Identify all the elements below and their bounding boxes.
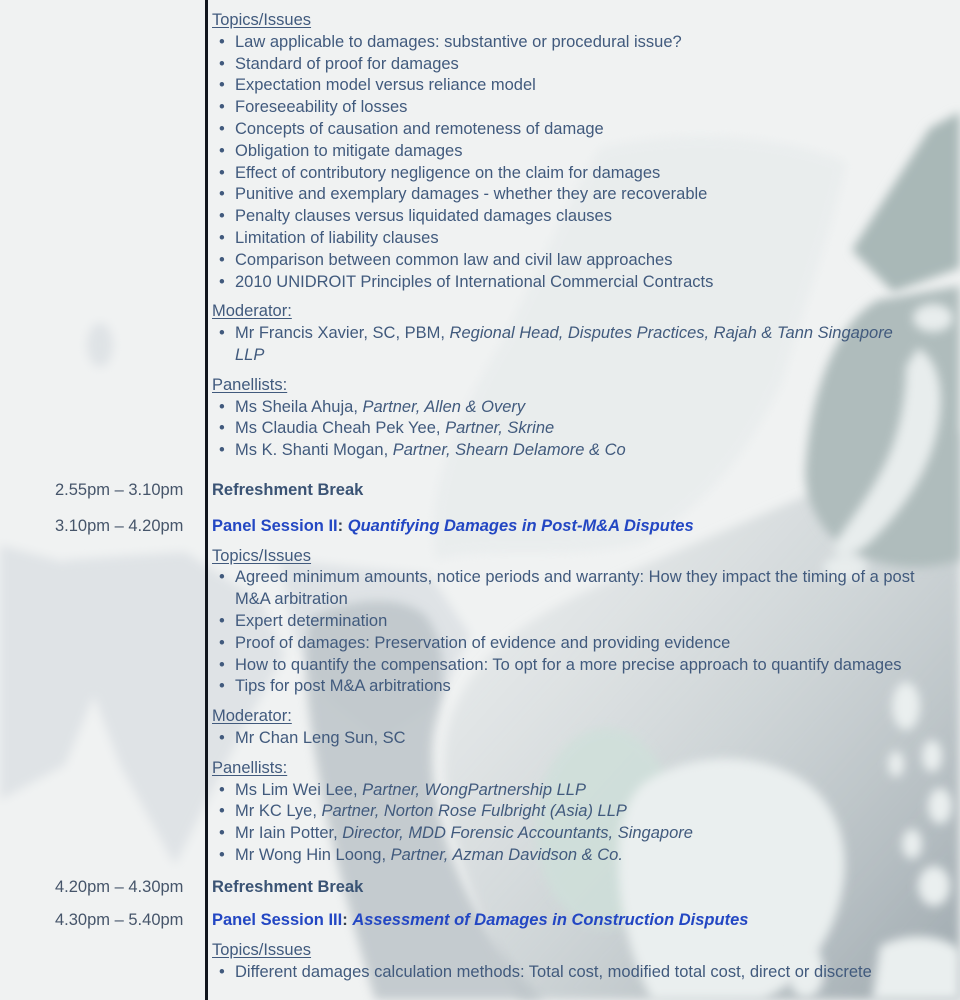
topic-item: • Obligation to mitigate damages (212, 141, 920, 163)
topic-item: • Expert determination (212, 611, 920, 633)
topic-item: • Agreed minimum amounts, notice periods and warranty: How they impact the timing of a post M&A arbitration (212, 567, 920, 611)
topic-item: • Concepts of causation and remoteness of damage (212, 119, 920, 141)
person-name: Mr Francis Xavier, SC, PBM, (235, 324, 450, 343)
person-role: Partner, Allen & Overy (362, 397, 526, 416)
agenda-row-session3 (0, 910, 960, 983)
panellists-heading: Panellists: (212, 758, 288, 777)
topics-list (212, 567, 920, 698)
break1-content (205, 480, 960, 502)
topic-item: • Penalty clauses versus liquidated damages clauses (212, 206, 920, 228)
moderator-list (212, 323, 920, 367)
session-title-topic: Quantifying Damages in Post-M&A Disputes (347, 516, 694, 535)
moderator-heading: Moderator: (212, 707, 292, 726)
agenda-row-session1 (0, 0, 960, 462)
panellist-item (212, 823, 920, 845)
session-title-topic: Assessment of Damages in Construction Disputes (352, 911, 749, 930)
topics-list (212, 32, 920, 294)
person-role: Director, MDD Forensic Accountants, Singapore (342, 824, 693, 843)
break2-content (205, 877, 960, 899)
agenda-row-break1 (0, 480, 960, 502)
panellist-item (212, 440, 920, 462)
person-name: Mr Wong Hin Loong, (235, 845, 391, 864)
session-title-separator: : (342, 911, 353, 930)
person-name: Mr KC Lye, (235, 802, 322, 821)
session2-content (205, 516, 960, 867)
topic-item: • Limitation of liability clauses (212, 228, 920, 250)
person-name: Mr Iain Potter, (235, 824, 343, 843)
topic-item: • 2010 UNIDROIT Principles of International Commercial Contracts (212, 272, 920, 294)
agenda-row-session2 (0, 516, 960, 867)
time-cell: 4.20pm – 4.30pm (55, 877, 184, 896)
topics-heading: Topics/Issues (212, 941, 312, 960)
topic-item: • Effect of contributory negligence on the claim for damages (212, 163, 920, 185)
person-name: Ms Sheila Ahuja, (235, 397, 363, 416)
person-role: Partner, Shearn Delamore & Co (392, 441, 626, 460)
person-role: Partner, Norton Rose Fulbright (Asia) LLP (321, 802, 627, 821)
person-role: Partner, Skrine (445, 419, 555, 438)
topic-item: • Standard of proof for damages (212, 54, 920, 76)
break-label: Refreshment Break (212, 480, 364, 499)
topic-item: • Law applicable to damages: substantive or procedural issue? (212, 32, 920, 54)
person-role: Partner, WongPartnership LLP (362, 780, 586, 799)
topics-heading: Topics/Issues (212, 546, 312, 565)
session1-content (205, 0, 960, 462)
moderator-heading: Moderator: (212, 302, 292, 321)
time-cell: 4.30pm – 5.40pm (55, 911, 184, 930)
topics-list (212, 962, 920, 984)
person-role: Regional Head, Disputes Practices, Rajah & Tann Singapore LLP (235, 324, 893, 364)
topic-item: • Comparison between common law and civil law approaches (212, 250, 920, 272)
time-cell: 2.55pm – 3.10pm (55, 480, 184, 499)
topic-item: • How to quantify the compensation: To opt for a more precise approach to quantify damages (212, 655, 920, 677)
panellist-item (212, 418, 920, 440)
session-title-prefix: Panel Session III (212, 911, 343, 930)
session2-title (212, 516, 920, 538)
panellist-item (212, 780, 920, 802)
break-label: Refreshment Break (212, 877, 364, 896)
panellists-list (212, 780, 920, 867)
person-name: Ms K. Shanti Mogan, (235, 441, 393, 460)
panellists-list (212, 397, 920, 462)
agenda-row-break2 (0, 877, 960, 899)
panellist-item (212, 397, 920, 419)
person-name: Mr Chan Leng Sun, SC (235, 728, 406, 747)
topic-item: • Expectation model versus reliance model (212, 75, 920, 97)
person-role: Partner, Azman Davidson & Co. (390, 845, 623, 864)
time-cell: 3.10pm – 4.20pm (55, 516, 184, 535)
session3-content (205, 910, 960, 983)
session-title-separator: : (337, 516, 348, 535)
topic-item: • Different damages calculation methods: Total cost, modified total cost, direct or discrete (212, 962, 920, 984)
topic-item: • Tips for post M&A arbitrations (212, 676, 920, 698)
panellists-heading: Panellists: (212, 375, 288, 394)
topics-heading: Topics/Issues (212, 11, 312, 29)
moderator-list (212, 728, 920, 750)
topic-item: • Foreseeability of losses (212, 97, 920, 119)
topic-item: • Proof of damages: Preservation of evidence and providing evidence (212, 633, 920, 655)
moderator-item (212, 323, 920, 367)
session-title-prefix: Panel Session II (212, 516, 338, 535)
session3-title (212, 910, 920, 932)
topic-item: • Punitive and exemplary damages - whether they are recoverable (212, 184, 920, 206)
moderator-item (212, 728, 920, 750)
person-name: Ms Claudia Cheah Pek Yee, (235, 419, 446, 438)
panellist-item (212, 801, 920, 823)
panellist-item (212, 845, 920, 867)
person-name: Ms Lim Wei Lee, (235, 780, 363, 799)
